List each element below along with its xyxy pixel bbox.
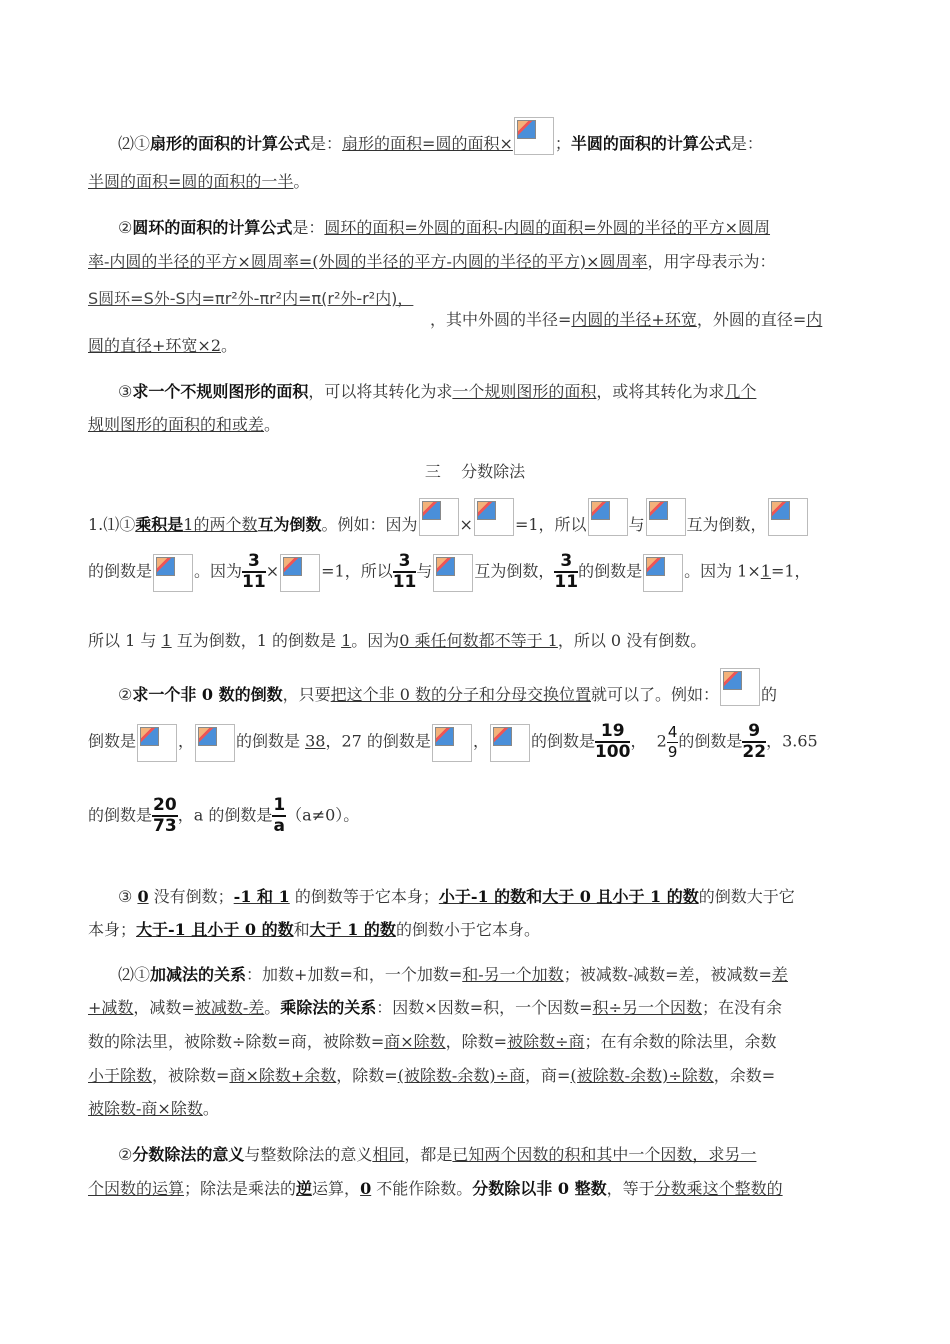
para-reciprocal-compare <box>118 886 795 908</box>
term-bold: 分数除以非 0 整数 <box>472 1179 607 1198</box>
underlined-answer: (被除数-余数)÷除数 <box>570 1066 714 1085</box>
term-bold: 加减法的关系 <box>150 965 247 984</box>
broken-image-icon <box>419 498 459 536</box>
text: 。 <box>264 998 281 1017</box>
text: ② <box>118 1145 133 1164</box>
underlined-answer: 商×除数 <box>384 1032 446 1051</box>
text: 的倒数大于它 <box>698 887 795 906</box>
text: 的倒数是 <box>236 731 306 751</box>
text: 没有倒数； <box>148 887 234 906</box>
underlined-answer: 把这个非 0 数的分子和分母交换位置 <box>330 685 591 704</box>
underlined-answer: 1 <box>183 515 194 534</box>
underlined-answer: 率-内圆的半径的平方×圆周率=(外圆的半径的平方-内圆的半径的平方)×圆周率 <box>88 252 648 271</box>
text: 。 <box>202 1099 219 1118</box>
underlined-answer: 38 <box>305 731 326 751</box>
broken-image-icon <box>490 724 530 762</box>
text: 倒数是 <box>88 731 137 751</box>
text: 的倒数等于它本身； <box>289 887 439 906</box>
text: ，等于 <box>606 1179 655 1198</box>
text: ， 2 <box>630 731 667 751</box>
underlined-answer: 小于除数 <box>88 1066 153 1085</box>
term-bold: 互为倒数 <box>257 515 322 534</box>
underlined-answer: 积÷另一个因数 <box>592 998 702 1017</box>
term-bold: -1 和 1 <box>233 887 290 906</box>
para-irregular-area <box>118 381 756 403</box>
para-line <box>88 919 540 941</box>
para-find-reciprocal <box>118 668 777 706</box>
text: ，所以 0 没有倒数。 <box>557 631 707 650</box>
para-sector-area <box>118 133 763 155</box>
text: 是： <box>730 134 763 153</box>
para-line <box>88 552 811 592</box>
text: =1，所以 <box>514 515 587 534</box>
para-line <box>88 997 782 1019</box>
text: =1，所以 <box>321 561 393 581</box>
broken-image-icon <box>720 668 760 706</box>
term-bold: 圆环的面积的计算公式 <box>132 218 293 237</box>
underlined-answer: 被减数-差 <box>194 998 265 1017</box>
text: × <box>265 561 280 581</box>
text: ③ <box>118 887 138 906</box>
text: 的 <box>761 685 778 704</box>
text: ，或将其转化为求 <box>596 382 725 401</box>
text: ：因数×因数=积，一个因数= <box>376 998 593 1017</box>
text: 。因为 <box>194 561 243 581</box>
text: 所以 1 与 <box>88 631 162 650</box>
fraction: $\frac{3}{11}$ <box>554 551 579 592</box>
text: 与 <box>416 561 433 581</box>
text: ，除数= <box>445 1032 508 1051</box>
text: ， <box>178 731 195 751</box>
text: ， <box>472 731 489 751</box>
broken-image-icon <box>432 724 472 762</box>
para-fraction-division <box>118 1144 756 1166</box>
text: ，商= <box>525 1066 571 1085</box>
para-reciprocal <box>88 498 809 536</box>
section-title: 三 分数除法 <box>424 462 526 481</box>
broken-image-icon <box>646 498 686 536</box>
text: =1， <box>770 561 811 581</box>
text: ，只要 <box>282 685 331 704</box>
underlined-answer: 0 乘任何数都不等于 1 <box>399 631 558 650</box>
para-line <box>88 796 359 836</box>
text: 不能作除数。 <box>371 1179 473 1198</box>
para-line <box>88 335 237 357</box>
text: ，a 的倒数是 <box>177 805 273 825</box>
underlined-answer: 1 <box>341 631 352 650</box>
underlined-answer: 1 <box>760 561 771 581</box>
broken-image-icon <box>768 498 808 536</box>
term-bold: 求一个不规则图形的面积 <box>132 382 309 401</box>
text: ，外圆的直径= <box>696 310 807 329</box>
underlined-answer: 圆的直径+环宽×2 <box>88 336 221 355</box>
text: 本身； <box>88 920 137 939</box>
text: ，都是 <box>404 1145 453 1164</box>
para-line <box>88 1065 775 1087</box>
text: 。例如：因为 <box>321 515 418 534</box>
term-bold: 大于 0 且小于 1 的数 <box>542 887 699 906</box>
underlined-answer: 几个 <box>724 382 757 401</box>
text: 就可以了。例如： <box>591 685 720 704</box>
text: 互为倒数，1 的倒数是 <box>171 631 342 650</box>
underlined-answer: 1 <box>161 631 172 650</box>
text: 运算， <box>312 1179 361 1198</box>
text: ，其中外圆的半径= <box>430 310 572 329</box>
para-operation-relations <box>118 964 788 986</box>
underlined-answer: 一个规则图形的面积 <box>452 382 597 401</box>
underlined-answer: 被除数-商×除数 <box>88 1099 203 1118</box>
broken-image-icon <box>588 498 628 536</box>
fraction: $\frac{1}{a}$ <box>273 795 286 836</box>
term-bold: 小于-1 的数 <box>438 887 527 906</box>
underlined-answer: 的两个数 <box>193 515 258 534</box>
underlined-answer: 相同 <box>372 1145 405 1164</box>
ring-area-formula: S圆环=S外-S内=πr²外-πr²内=π(r²外-r²内)， <box>88 289 414 308</box>
underlined-answer: 个因数的运算 <box>88 1179 185 1198</box>
text: 数的除法里，被除数÷除数=商，被除数= <box>88 1032 385 1051</box>
text: ⑵① <box>118 134 151 153</box>
fraction: $\frac{19}{100}$ <box>594 721 631 762</box>
text: ③ <box>118 382 133 401</box>
text: 和 <box>293 920 310 939</box>
text: ，用字母表示为： <box>647 252 776 271</box>
underlined-answer: 半圆的面积=圆的面积的一半 <box>88 172 294 191</box>
broken-image-icon <box>474 498 514 536</box>
text: ，27 的倒数是 <box>325 731 431 751</box>
text: 与整数除法的意义 <box>244 1145 373 1164</box>
term-bold: 逆 <box>296 1179 313 1198</box>
text: ，余数= <box>713 1066 776 1085</box>
text: 1.⑴① <box>88 515 136 534</box>
para-line <box>88 1031 777 1053</box>
text: ； <box>554 134 571 153</box>
text: 。因为 1× <box>684 561 761 581</box>
text: 。 <box>264 415 281 434</box>
term-bold: 大于 1 的数 <box>309 920 396 939</box>
term-bold: 和 <box>526 887 543 906</box>
text: ⑵① <box>118 965 151 984</box>
text: 是： <box>310 134 343 153</box>
underlined-answer: 和-另一个加数 <box>462 965 564 984</box>
term-bold: 乘除法的关系 <box>280 998 377 1017</box>
text: ，除数= <box>336 1066 398 1085</box>
text: 的倒数是 <box>88 805 153 825</box>
term-bold: 半圆的面积的计算公式 <box>570 134 731 153</box>
underlined-answer: 圆环的面积=外圆的面积-内圆的面积=外圆的半径的平方×圆周 <box>324 218 771 237</box>
underlined-answer: 分数乘这个整数的 <box>654 1179 783 1198</box>
para-line <box>88 630 706 652</box>
text: 。 <box>221 336 238 355</box>
broken-image-icon <box>643 554 683 592</box>
text: ；被减数-减数=差，被减数= <box>563 965 772 984</box>
broken-image-icon <box>433 554 473 592</box>
text: × <box>459 515 473 534</box>
term-bold: 乘积是 <box>135 515 184 534</box>
term-bold: 大于-1 且小于 0 的数 <box>136 920 294 939</box>
para-line <box>88 414 280 436</box>
text: ；除法是乘法的 <box>184 1179 297 1198</box>
underlined-answer: 已知两个因数的积和其中一个因数，求另一 <box>452 1145 757 1164</box>
para-line <box>88 1098 219 1120</box>
text: 互为倒数， <box>686 515 767 534</box>
para-line <box>88 1178 783 1200</box>
text: 的倒数小于它本身。 <box>395 920 540 939</box>
text: ；在有余数的除法里，余数 <box>584 1032 777 1051</box>
text: ，被除数= <box>152 1066 230 1085</box>
term-bold: 分数除法的意义 <box>132 1145 245 1164</box>
para-line <box>88 251 776 273</box>
para-line <box>430 309 822 331</box>
para-line <box>88 171 309 193</box>
fraction: $\frac{3}{11}$ <box>242 551 266 592</box>
term-bold: 0 <box>360 1179 372 1198</box>
underlined-answer: 被除数÷商 <box>507 1032 585 1051</box>
text: 。 <box>293 172 310 191</box>
para-ring-area <box>118 217 770 239</box>
text: 互为倒数， <box>474 561 555 581</box>
text: ，可以将其转化为求 <box>308 382 453 401</box>
underlined-answer: 内 <box>806 310 823 329</box>
text: 的倒数是 <box>88 561 153 581</box>
text: ；在没有余 <box>701 998 782 1017</box>
underlined-answer: +减数 <box>88 998 134 1017</box>
text: 。因为 <box>351 631 400 650</box>
term-bold: 扇形的面积的计算公式 <box>150 134 311 153</box>
broken-image-icon <box>514 117 554 155</box>
text: ：加数+加数=和，一个加数= <box>246 965 463 984</box>
text: 的倒数是 <box>530 731 595 751</box>
fraction: $\frac{4}{9}$ <box>667 722 678 761</box>
term-bold: 0 <box>137 887 149 906</box>
text: ② <box>118 218 133 237</box>
underlined-answer: 规则图形的面积的和或差 <box>88 415 265 434</box>
para-line <box>88 722 818 762</box>
fraction: $\frac{3}{11}$ <box>392 551 417 592</box>
fraction: $\frac{20}{73}$ <box>153 795 177 836</box>
term-bold: 求一个非 0 数的倒数 <box>132 685 283 704</box>
text: 的倒数是 <box>578 561 643 581</box>
text: 与 <box>628 515 645 534</box>
underlined-answer: 差 <box>771 965 788 984</box>
broken-image-icon <box>280 554 320 592</box>
broken-image-icon <box>137 724 177 762</box>
text: 的倒数是 <box>678 731 743 751</box>
text: ，3.65 <box>766 731 818 751</box>
fraction: $\frac{9}{22}$ <box>742 721 767 762</box>
para-line <box>88 288 413 310</box>
text: ② <box>118 685 133 704</box>
underlined-answer: (被除数-余数)÷商 <box>397 1066 525 1085</box>
underlined-answer: 扇形的面积=圆的面积× <box>342 134 513 153</box>
text: （a≠0）。 <box>286 805 360 825</box>
underlined-answer: 内圆的半径+环宽 <box>571 310 697 329</box>
text: ，减数= <box>133 998 195 1017</box>
broken-image-icon <box>153 554 193 592</box>
text: 是： <box>292 218 325 237</box>
underlined-answer: 商×除数+余数 <box>229 1066 337 1085</box>
broken-image-icon <box>195 724 235 762</box>
